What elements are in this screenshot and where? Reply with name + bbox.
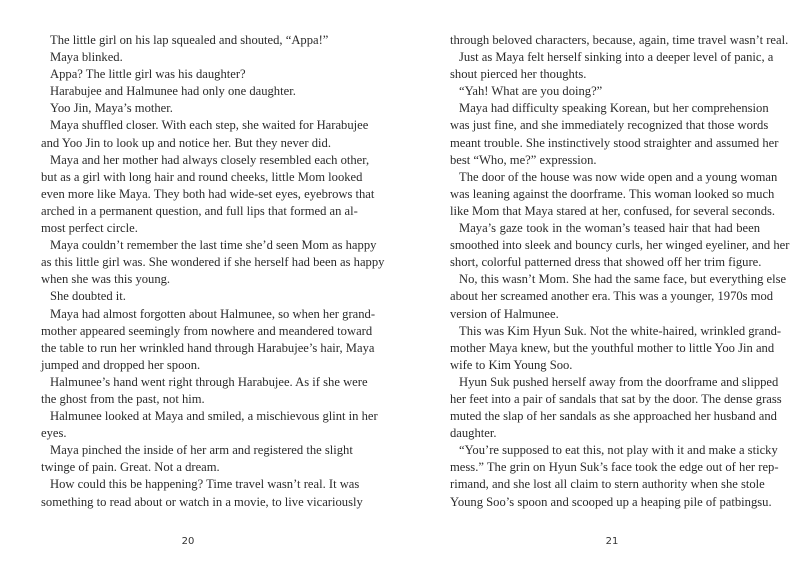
text-line: jumped and dropped her spoon. — [41, 357, 201, 372]
text-line: version of Halmunee. — [450, 306, 559, 321]
text-line: Young Soo’s spoon and scooped up a heaping pile of patbingsu. — [450, 494, 772, 509]
text-line: The little girl on his lap squealed and shouted, “Appa!” — [50, 33, 329, 47]
text-line: Just as Maya felt herself sinking into a deeper level of panic, a — [459, 50, 774, 65]
text-line: Halmunee looked at Maya and smiled, a mischievous glint in her — [50, 409, 378, 424]
text-line: arched in a permanent question, and full lips that formed an al- — [41, 203, 358, 218]
text-line: Maya blinked. — [50, 50, 123, 65]
text-line: even more like Maya. They both had wide-set eyes, eyebrows that — [41, 186, 375, 201]
text-line: short, colorful patterned dress that showed off her trim figure. — [450, 255, 762, 270]
text-line: mother Maya knew, but the youthful mother to little Yoo Jin and — [450, 340, 775, 355]
text-line: the ghost from the past, not him. — [41, 391, 205, 406]
text-line: her feet into a pair of sandals that sat by the door. The dense grass — [450, 391, 782, 406]
text-line: mother appeared seemingly from nowhere and meandered toward — [41, 323, 373, 338]
text-line: mess.” The grin on Hyun Suk’s face took the edge out of her rep- — [450, 460, 779, 475]
text-line: meant trouble. She instinctively stood straighter and assumed her — [450, 135, 779, 150]
text-line: was just fine, and she immediately recognized that those words — [450, 118, 769, 133]
text-line: and Yoo Jin to look up and notice her. But they never did. — [41, 135, 331, 150]
text-line: She doubted it. — [50, 289, 126, 304]
left-page-text — [41, 32, 385, 511]
page-number: 21 — [605, 536, 619, 547]
text-line: “Yah! What are you doing?” — [459, 84, 603, 99]
text-line: Maya pinched the inside of her arm and registered the slight — [50, 443, 353, 458]
text-line: Maya had difficulty speaking Korean, but her comprehension — [459, 101, 769, 116]
text-line: “You’re supposed to eat this, not play with it and make a sticky — [459, 443, 778, 458]
text-line: most perfect circle. — [41, 221, 138, 236]
page-number: 20 — [181, 536, 195, 547]
right-page — [400, 0, 800, 582]
text-line: eyes. — [41, 426, 67, 441]
text-line: daughter. — [450, 426, 497, 441]
right-page-text — [450, 32, 790, 511]
text-line: the table to run her wrinkled hand through Harabujee’s hair, Maya — [41, 340, 375, 355]
text-line: Maya and her mother had always closely resembled each other, — [50, 152, 370, 167]
text-line: The door of the house was now wide open and a young woman — [459, 169, 778, 184]
text-line: muted the slap of her sandals as she approached her husband and — [450, 409, 777, 424]
text-line: No, this wasn’t Mom. She had the same face, but everything else — [459, 272, 787, 287]
text-line: something to read about or watch in a movie, to live vicariously — [41, 494, 363, 509]
text-line: twinge of pain. Great. Not a dream. — [41, 460, 220, 475]
text-line: but as a girl with long hair and round cheeks, little Mom looked — [41, 169, 363, 184]
text-line: How could this be happening? Time travel wasn’t real. It was — [50, 477, 360, 492]
text-line: Appa? The little girl was his daughter? — [50, 67, 246, 82]
text-line: This was Kim Hyun Suk. Not the white-haired, wrinkled grand- — [459, 323, 782, 338]
text-line: wife to Kim Young Soo. — [450, 357, 573, 372]
text-line: about her screamed another era. This was a younger, 1970s mod — [450, 289, 774, 304]
text-line: through beloved characters, because, again, time travel wasn’t real. — [450, 33, 789, 47]
text-line: Maya had almost forgotten about Halmunee, so when her grand- — [50, 306, 376, 321]
text-line: Hyun Suk pushed herself away from the doorframe and slipped — [459, 374, 779, 389]
text-line: Maya shuffled closer. With each step, she waited for Harabujee — [50, 118, 369, 133]
text-line: Maya’s gaze took in the woman’s teased hair that had been — [459, 221, 760, 236]
text-line: smoothed into sleek and bouncy curls, her winged eyeliner, and her — [450, 238, 790, 253]
text-line: Yoo Jin, Maya’s mother. — [50, 101, 173, 116]
text-line: shout pierced her thoughts. — [450, 67, 587, 82]
text-line: when she was this young. — [41, 272, 171, 287]
text-line: was leaning against the doorframe. This woman looked so much — [450, 186, 775, 201]
text-line: Harabujee and Halmunee had only one daughter. — [50, 84, 296, 99]
text-line: as this little girl was. She wondered if she herself had been as happy — [41, 255, 385, 270]
text-line: rimand, and she lost all claim to stern authority when she stole — [450, 477, 765, 492]
text-line: like Mom that Maya stared at her, confused, for several seconds. — [450, 203, 776, 218]
text-line: Maya couldn’t remember the last time she’d seen Mom as happy — [50, 238, 377, 253]
text-line: best “Who, me?” expression. — [450, 152, 597, 167]
text-line: Halmunee’s hand went right through Harabujee. As if she were — [50, 374, 368, 389]
